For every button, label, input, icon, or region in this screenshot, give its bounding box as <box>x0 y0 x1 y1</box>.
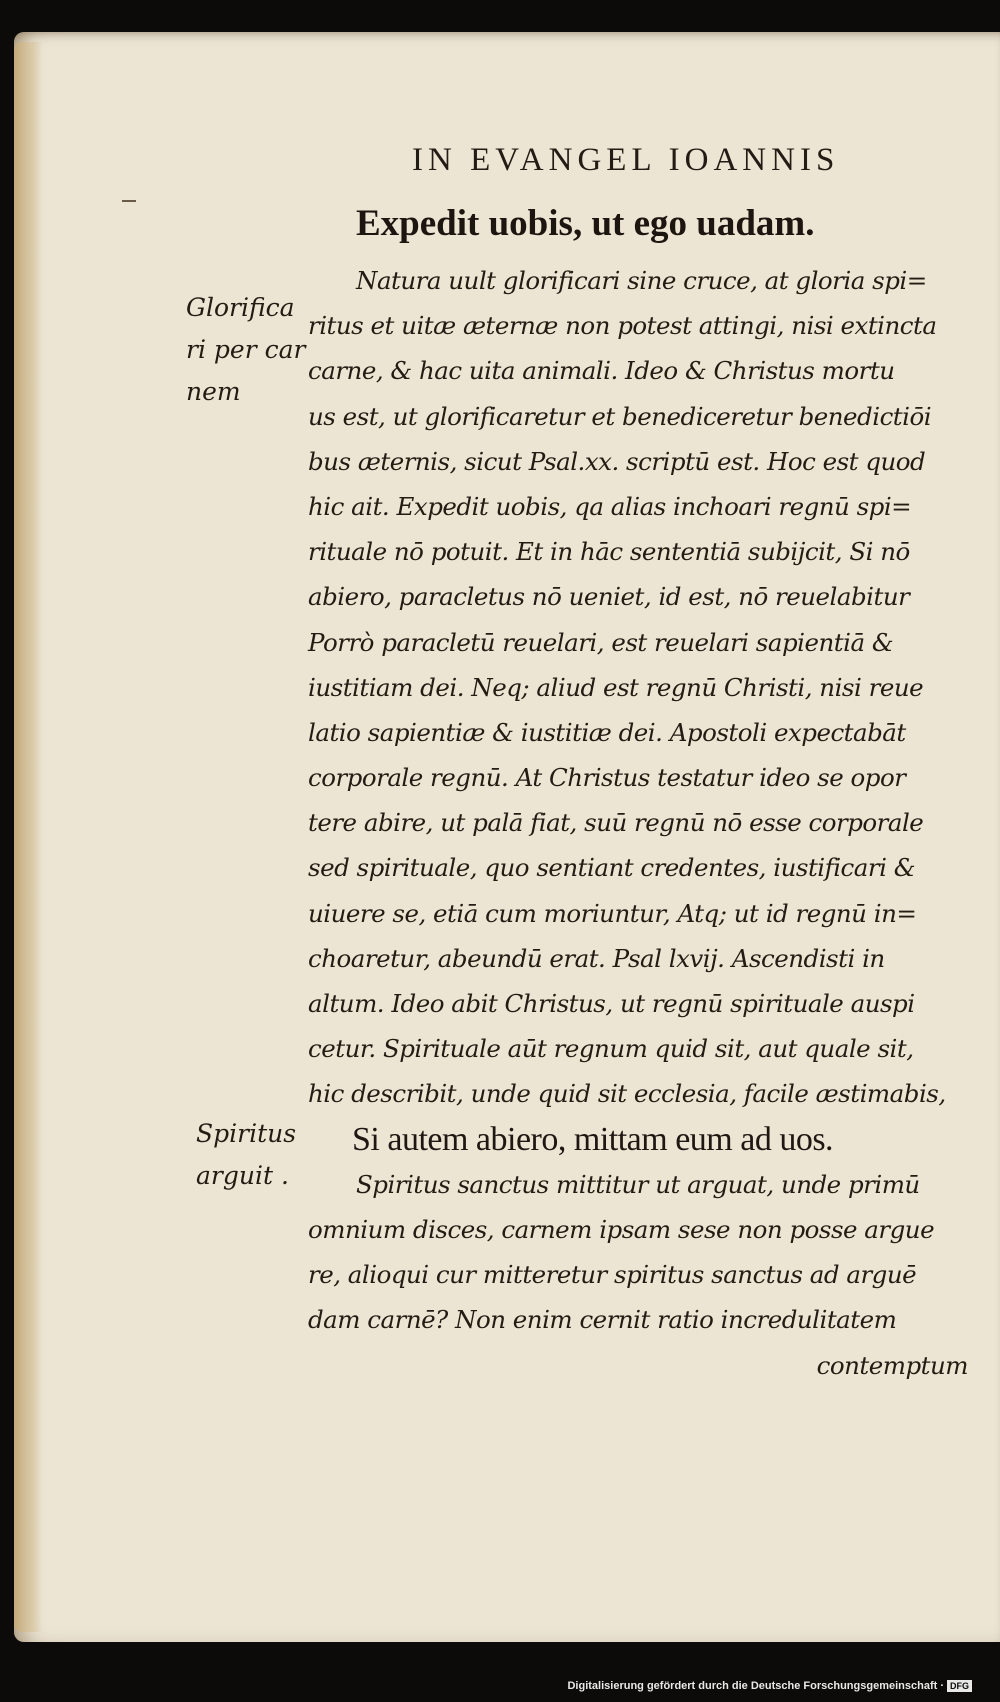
text-line: bus æternis, sicut Psal.xx. scriptū est. Hoc est quod <box>308 446 926 476</box>
text-line: omnium disces, carnem ipsam sese non posse argue <box>308 1214 935 1244</box>
marginal-note-line: arguit . <box>196 1161 289 1190</box>
credit-text: Digitalisierung gefördert durch die Deutsche Forschungsgemeinschaft · <box>567 1680 944 1692</box>
lemma-heading: Si autem abiero, mittam eum ad uos. <box>352 1120 834 1158</box>
text-line: altum. Ideo abit Christus, ut regnū spirituale auspi <box>308 989 915 1018</box>
dfg-logo: DFG <box>947 1680 972 1692</box>
text-line: sed spirituale, quo sentiant credentes, iustificari & <box>308 853 916 883</box>
text-line: abiero, paracletus nō ueniet, id est, nō reuelabitur <box>308 582 910 612</box>
text-line: iustitiam dei. Neq; aliud est regnū Christi, nisi reue <box>308 672 924 702</box>
text-line: re, alioqui cur mitteretur spiritus sanctus ad arguē <box>308 1260 917 1290</box>
text-line: cetur. Spirituale aūt regnum quid sit, aut quale sit, <box>308 1034 914 1064</box>
text-line: tere abire, ut palā fiat, suū regnū nō esse corporale <box>308 808 924 838</box>
section-heading: Expedit uobis, ut ego uadam. <box>356 203 815 244</box>
text-line: hic describit, unde quid sit ecclesia, facile æstimabis, <box>308 1079 946 1109</box>
text-line: Spiritus sanctus mittitur ut arguat, unde primū <box>356 1169 920 1199</box>
text-line: ritus et uitæ æternæ non potest attingi, nisi extincta <box>308 311 937 341</box>
text-line: rituale nō potuit. Et in hāc sententiā subijcit, Si nō <box>308 537 910 567</box>
marginal-note-line: Glorifica <box>186 293 295 322</box>
text-line: dam carnē? Non enim cernit ratio incredulitatem <box>308 1305 897 1335</box>
text-line: hic ait. Expedit uobis, qa alias inchoari regnū spi= <box>308 491 912 521</box>
text-line: corporale regnū. At Christus testatur ideo se opor <box>308 763 906 793</box>
body-text <box>308 258 970 1388</box>
text-line: choaretur, abeundū erat. Psal lxvij. Ascendisti in <box>308 943 885 973</box>
text-line: latio sapientiæ & iustitiæ dei. Apostoli expectabāt <box>308 717 906 747</box>
marginal-note-spiritus <box>196 1113 296 1197</box>
text-line: Natura uult glorificari sine cruce, at gloria spi= <box>356 266 927 295</box>
text-line: uiuere se, etiā cum moriuntur, Atq; ut id regnū in= <box>308 898 917 928</box>
marginal-note-line: ri per car <box>186 335 306 364</box>
marginal-note-glorificari <box>186 287 305 413</box>
digitization-credit <box>567 1680 972 1692</box>
text-line: carne, & hac uita animali. Ideo & Christus mortu <box>308 356 895 386</box>
page-edge-mark <box>122 200 136 202</box>
text-line: Porrò paracletū reuelari, est reuelari sapientiā & <box>308 627 894 657</box>
running-head: IN EVANGEL IOANNIS <box>412 142 840 178</box>
marginal-note-line: nem <box>186 377 241 406</box>
text-line: us est, ut glorificaretur et benediceretur benedictiōi <box>308 401 932 431</box>
catchword: contemptum <box>816 1350 968 1380</box>
marginal-note-line: Spiritus <box>196 1119 297 1148</box>
